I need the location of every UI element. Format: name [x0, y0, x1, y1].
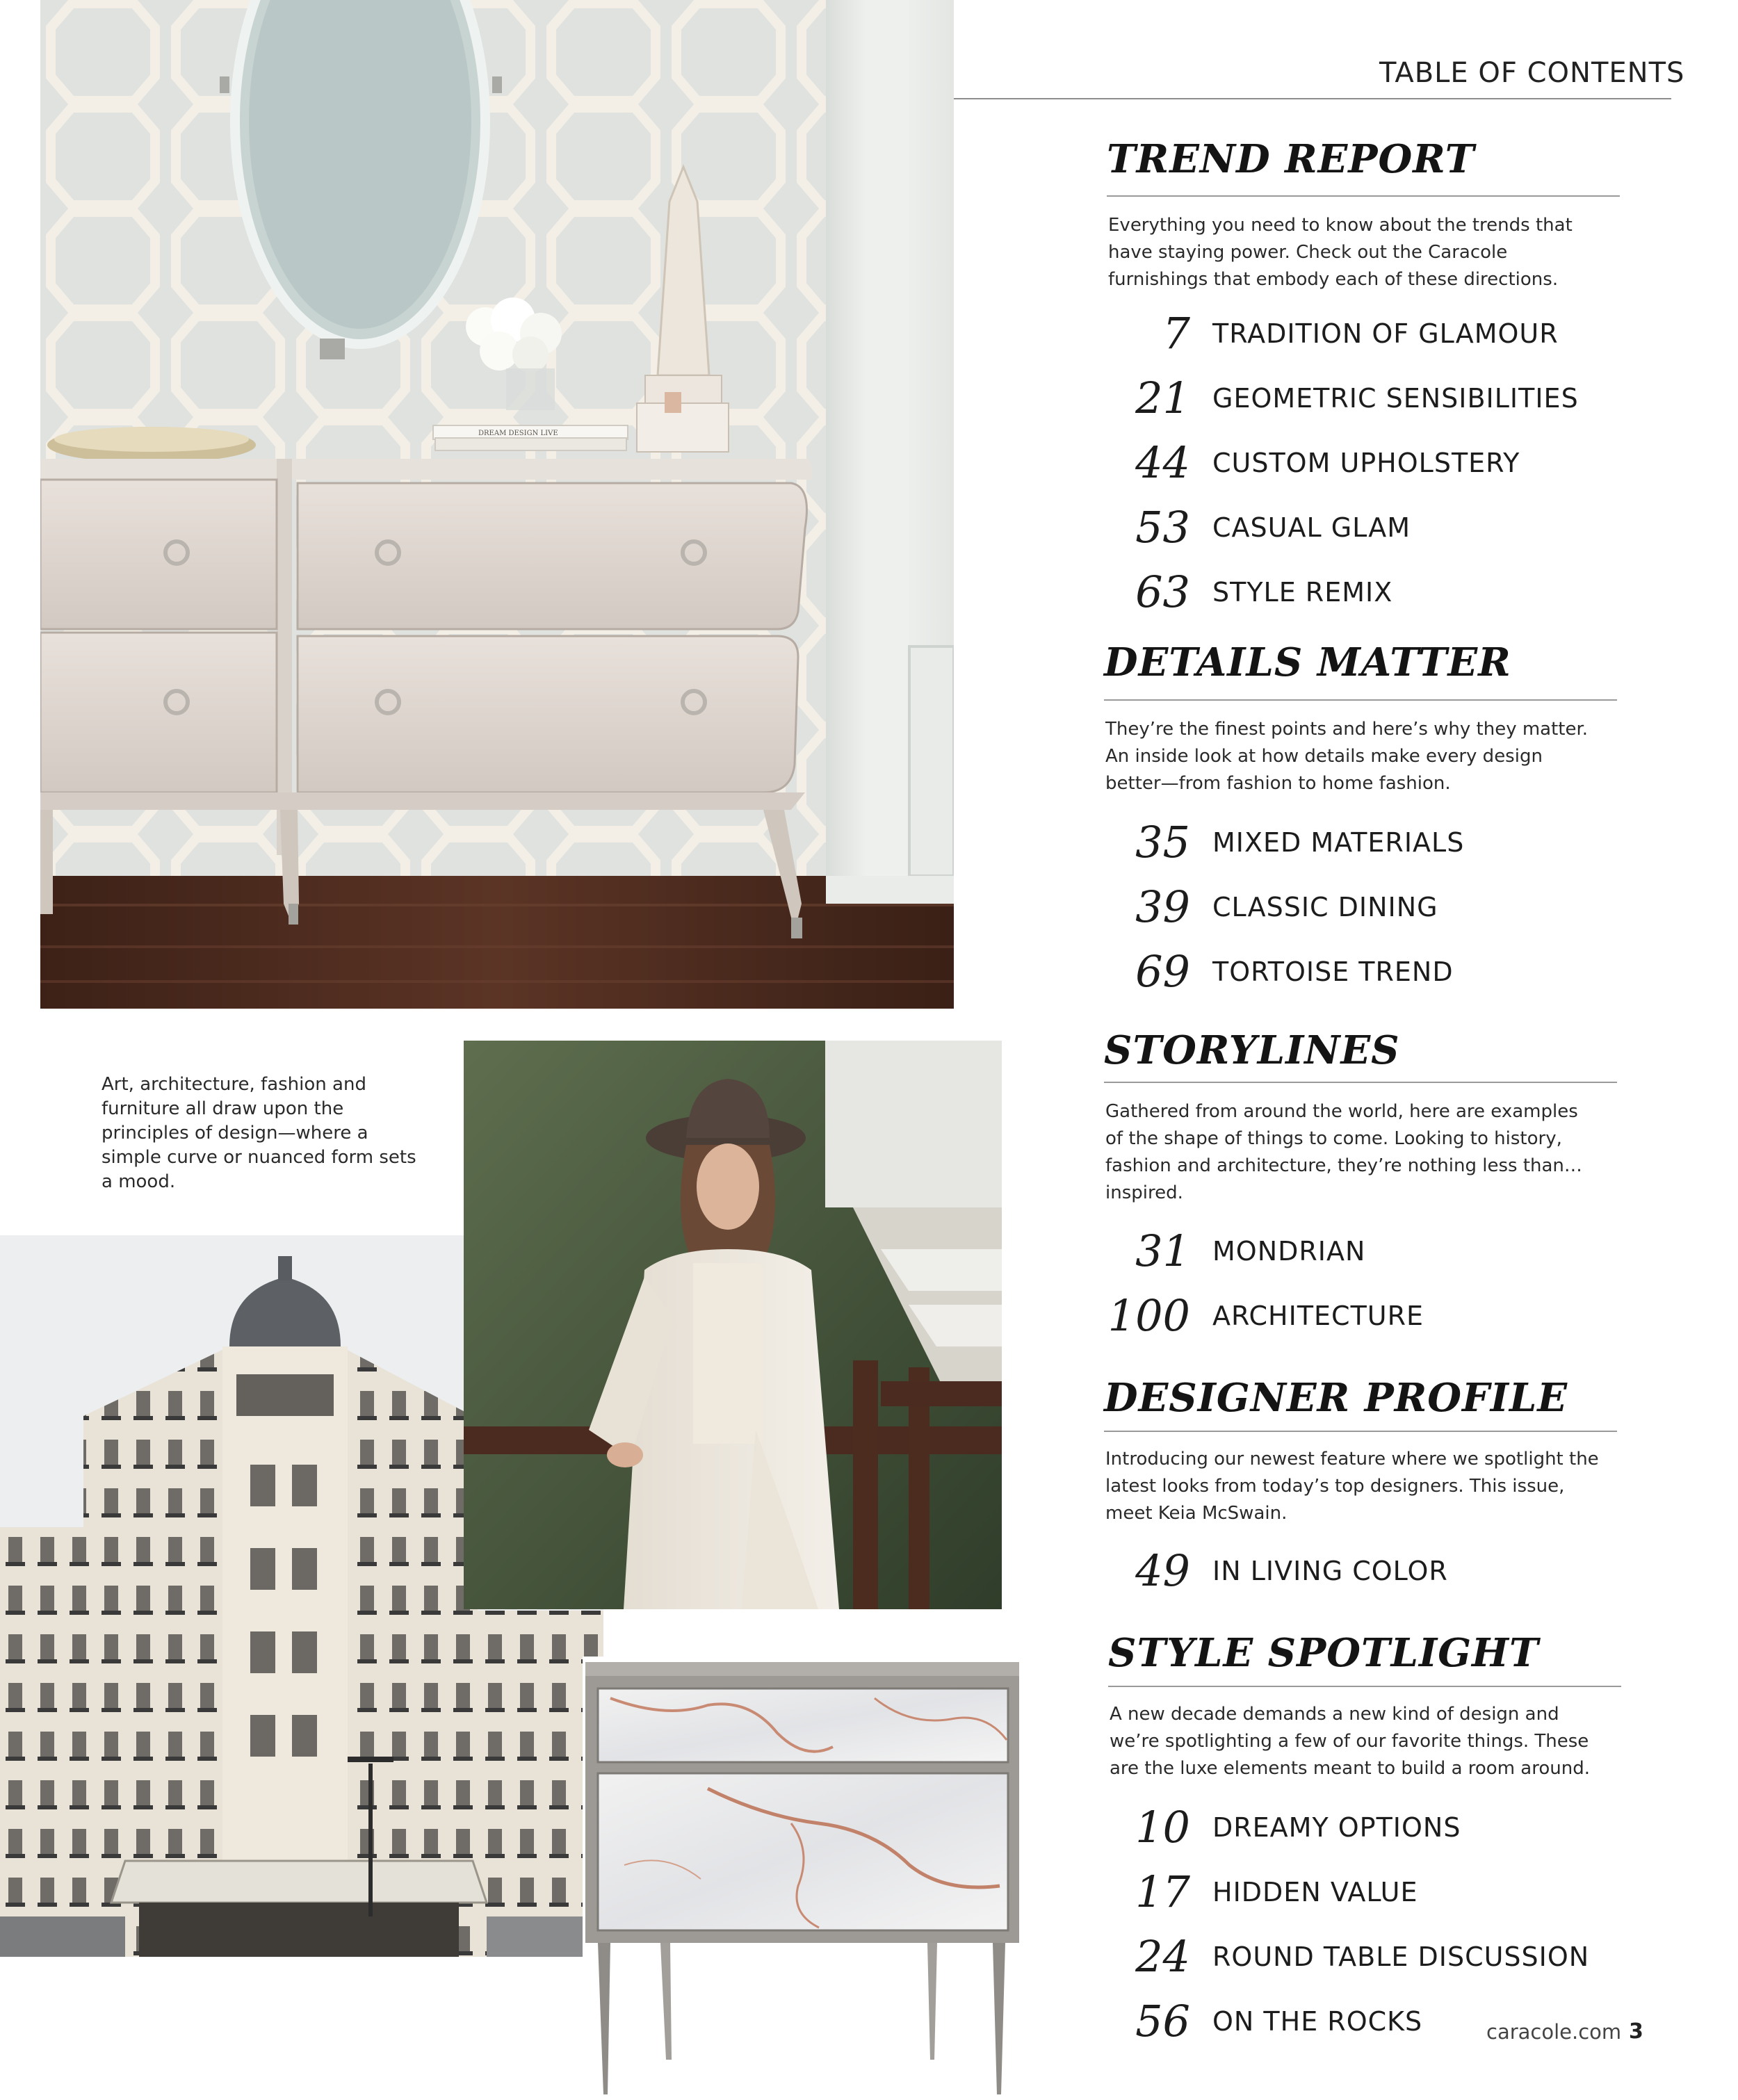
entry-page-number: 49 [1135, 1545, 1190, 1596]
section-divider [1104, 1082, 1617, 1083]
toc-entry[interactable] [1023, 371, 1649, 426]
entry-page-number: 69 [1135, 946, 1190, 997]
page-header-title: TABLE OF CONTENTS [1379, 57, 1685, 89]
toc-entry[interactable] [1023, 879, 1649, 935]
entry-title: MIXED MATERIALS [1212, 827, 1465, 858]
section-title-trend-report: TREND REPORT [1107, 136, 1475, 182]
entry-page-number: 24 [1135, 1931, 1190, 1982]
entry-title: GEOMETRIC SENSIBILITIES [1212, 383, 1579, 414]
section-title-storylines: STORYLINES [1104, 1027, 1400, 1073]
toc-entry[interactable] [1023, 815, 1649, 870]
toc-entry[interactable] [1023, 306, 1649, 361]
entry-title: CASUAL GLAM [1212, 512, 1411, 543]
entry-page-number: 100 [1107, 1290, 1190, 1341]
entry-title: IN LIVING COLOR [1212, 1556, 1448, 1586]
entry-page-number: 7 [1162, 308, 1190, 359]
toc-entry[interactable] [1023, 564, 1649, 620]
entry-title: ROUND TABLE DISCUSSION [1212, 1942, 1590, 1972]
section-divider [1108, 1686, 1621, 1687]
entry-page-number: 10 [1135, 1802, 1190, 1853]
section-divider [1107, 195, 1620, 197]
section-description: Everything you need to know about the trends that have staying power. Check out the Caracole furnishings that embody each of these directions. [1108, 215, 1573, 290]
toc-entry[interactable] [1023, 500, 1649, 555]
entry-title: TORTOISE TREND [1212, 957, 1454, 987]
section-title-designer-profile: DESIGNER PROFILE [1104, 1375, 1568, 1421]
entry-title: ON THE ROCKS [1212, 2006, 1423, 2037]
footer-website-link[interactable]: caracole.com [1486, 2020, 1622, 2044]
entry-title: CUSTOM UPHOLSTERY [1212, 448, 1520, 478]
book-spine-title: DREAM DESIGN LIVE [478, 430, 558, 437]
entry-page-number: 63 [1135, 567, 1190, 617]
toc-entry[interactable] [1023, 1543, 1649, 1599]
section-title-style-spotlight: STYLE SPOTLIGHT [1108, 1630, 1539, 1676]
entry-title: MONDRIAN [1212, 1236, 1366, 1267]
entry-page-number: 17 [1135, 1866, 1190, 1917]
toc-entry[interactable] [1023, 1288, 1649, 1344]
footer-page-number: 3 [1629, 2019, 1643, 2044]
toc-entry[interactable] [1023, 944, 1649, 1000]
entry-title: HIDDEN VALUE [1212, 1877, 1418, 1907]
entry-title: DREAMY OPTIONS [1212, 1812, 1461, 1843]
fashion-model-photo [464, 1041, 1002, 1609]
section-description: Introducing our newest feature where we spotlight the latest looks from today’s top designers. This issue, meet Keia McSwain. [1105, 1449, 1599, 1524]
entry-title: TRADITION OF GLAMOUR [1212, 318, 1559, 349]
entry-title: STYLE REMIX [1212, 577, 1393, 608]
section-description: They’re the finest points and here’s why they matter. An inside look at how details make every design better—from fashion to home fashion. [1105, 719, 1589, 794]
section-divider [1104, 699, 1617, 701]
toc-entry[interactable] [1023, 1864, 1649, 1920]
entry-page-number: 53 [1135, 502, 1190, 553]
entry-page-number: 56 [1135, 1996, 1190, 2046]
section-description: Gathered from around the world, here are examples of the shape of things to come. Looking to history, fashion and architecture, they’re nothing less than… inspired. [1105, 1101, 1582, 1203]
entry-page-number: 35 [1135, 817, 1190, 868]
dresser-photo [40, 0, 954, 1009]
section-divider [1104, 1431, 1617, 1432]
entry-page-number: 21 [1135, 373, 1190, 423]
photo-caption: Art, architecture, fashion and furniture all draw upon the principles of design—where a simple curve or nuanced form sets a mood. [101, 1074, 416, 1192]
section-title-details-matter: DETAILS MATTER [1104, 640, 1511, 685]
entry-title: ARCHITECTURE [1212, 1301, 1424, 1331]
toc-entry[interactable] [1023, 1800, 1649, 1855]
entry-page-number: 31 [1135, 1226, 1190, 1276]
toc-entry[interactable] [1023, 1223, 1649, 1279]
toc-entry[interactable] [1023, 1929, 1649, 1985]
section-description: A new decade demands a new kind of design and we’re spotlighting a few of our favorite things. These are the luxe elements meant to build a room around. [1110, 1704, 1590, 1779]
entry-page-number: 39 [1135, 881, 1190, 932]
entry-page-number: 44 [1135, 437, 1190, 488]
marble-chest-photo [583, 1657, 1022, 2100]
header-divider [954, 98, 1671, 99]
toc-entry[interactable] [1023, 435, 1649, 491]
entry-title: CLASSIC DINING [1212, 892, 1438, 922]
